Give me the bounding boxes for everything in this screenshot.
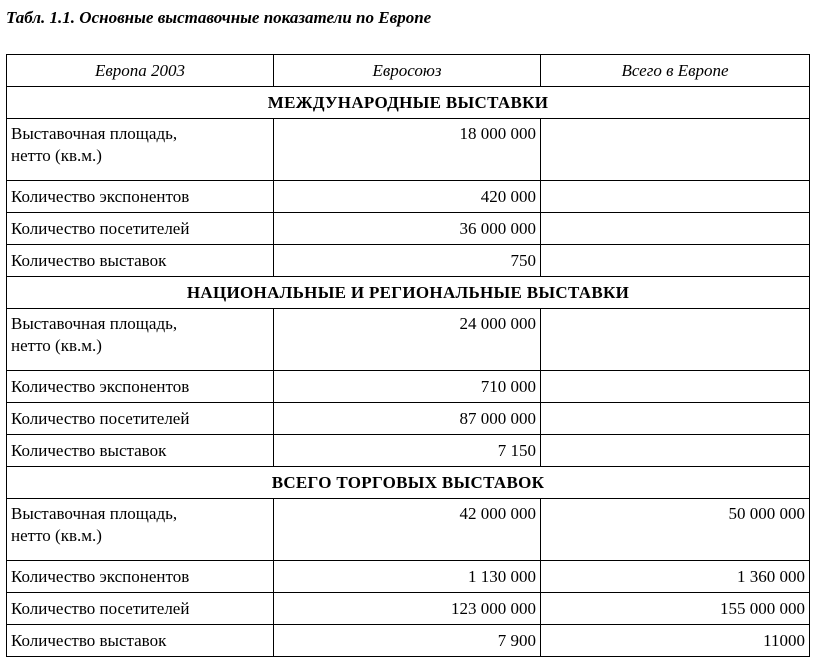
table-row xyxy=(7,371,810,403)
row-label: Количество выставок xyxy=(7,435,274,467)
europe-value xyxy=(541,403,810,435)
row-label: Количество посетителей xyxy=(7,403,274,435)
eu-value: 7 900 xyxy=(274,625,541,657)
section-title-row xyxy=(7,277,810,309)
table-row xyxy=(7,181,810,213)
table-row xyxy=(7,119,810,181)
europe-value xyxy=(541,371,810,403)
table-row xyxy=(7,245,810,277)
row-label: Выставочная площадь, нетто (кв.м.) xyxy=(7,309,274,371)
section-title: МЕЖДУНАРОДНЫЕ ВЫСТАВКИ xyxy=(7,87,810,119)
europe-value: 11000 xyxy=(541,625,810,657)
europe-value: 1 360 000 xyxy=(541,561,810,593)
table-row xyxy=(7,499,810,561)
section-title-row xyxy=(7,467,810,499)
exhibition-table xyxy=(6,54,810,657)
section-title-row xyxy=(7,87,810,119)
europe-value xyxy=(541,119,810,181)
row-label: Количество экспонентов xyxy=(7,181,274,213)
row-label: Количество экспонентов xyxy=(7,561,274,593)
section-title: ВСЕГО ТОРГОВЫХ ВЫСТАВОК xyxy=(7,467,810,499)
table-row xyxy=(7,213,810,245)
europe-value xyxy=(541,309,810,371)
table-row xyxy=(7,561,810,593)
eu-value: 36 000 000 xyxy=(274,213,541,245)
row-label: Количество посетителей xyxy=(7,213,274,245)
section-title: НАЦИОНАЛЬНЫЕ И РЕГИОНАЛЬНЫЕ ВЫСТАВКИ xyxy=(7,277,810,309)
eu-value: 24 000 000 xyxy=(274,309,541,371)
row-label: Количество посетителей xyxy=(7,593,274,625)
europe-value xyxy=(541,181,810,213)
eu-value: 750 xyxy=(274,245,541,277)
row-label: Выставочная площадь, нетто (кв.м.) xyxy=(7,119,274,181)
table-row xyxy=(7,309,810,371)
eu-value: 18 000 000 xyxy=(274,119,541,181)
eu-value: 87 000 000 xyxy=(274,403,541,435)
row-label: Выставочная площадь, нетто (кв.м.) xyxy=(7,499,274,561)
header-row xyxy=(7,55,810,87)
header-europe-2003: Европа 2003 xyxy=(7,55,274,87)
europe-value xyxy=(541,245,810,277)
header-eu: Евросоюз xyxy=(274,55,541,87)
row-label: Количество экспонентов xyxy=(7,371,274,403)
europe-value: 50 000 000 xyxy=(541,499,810,561)
row-label: Количество выставок xyxy=(7,245,274,277)
header-all-europe: Всего в Европе xyxy=(541,55,810,87)
eu-value: 42 000 000 xyxy=(274,499,541,561)
eu-value: 1 130 000 xyxy=(274,561,541,593)
table-caption: Табл. 1.1. Основные выставочные показатели по Европе xyxy=(6,8,432,27)
table-row xyxy=(7,625,810,657)
eu-value: 710 000 xyxy=(274,371,541,403)
eu-value: 7 150 xyxy=(274,435,541,467)
table-row xyxy=(7,403,810,435)
row-label: Количество выставок xyxy=(7,625,274,657)
eu-value: 420 000 xyxy=(274,181,541,213)
eu-value: 123 000 000 xyxy=(274,593,541,625)
europe-value xyxy=(541,213,810,245)
table-row xyxy=(7,435,810,467)
europe-value: 155 000 000 xyxy=(541,593,810,625)
table-row xyxy=(7,593,810,625)
europe-value xyxy=(541,435,810,467)
